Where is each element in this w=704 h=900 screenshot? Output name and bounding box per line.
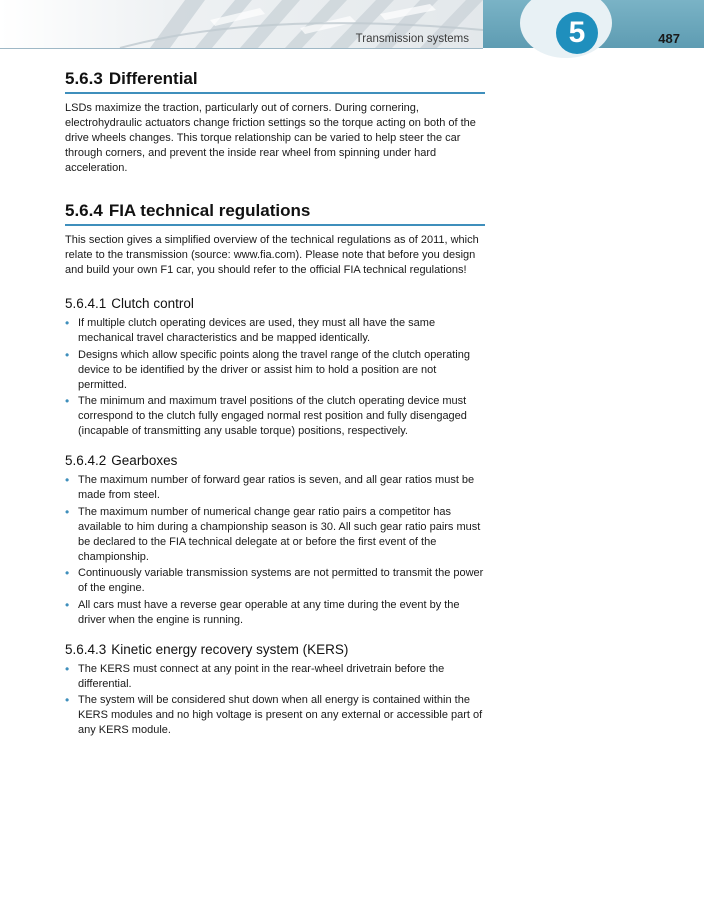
- list-item-text: The maximum number of numerical change gear ratio pairs a competitor has available to him during a championship season is 30. All such gear ratio pairs must be declared to the FIA technical delegate at or before the first event of the championship.: [78, 505, 481, 563]
- page-header: [0, 0, 704, 50]
- subsection-heading: [65, 642, 485, 657]
- subsection-kers: [65, 642, 485, 739]
- subsection-number: 5.6.4.1: [65, 296, 107, 311]
- list-item-text: The minimum and maximum travel positions of the clutch operating device must correspond to the clutch fully engaged normal rest position and fully disengaged (incapable of transmitting any usable torque) positions, respectively.: [78, 395, 467, 437]
- page-content: [65, 66, 485, 740]
- bullet-list: [65, 662, 485, 739]
- header-rule: [0, 48, 483, 49]
- list-item-text: Continuously variable transmission systems are not permitted to transmit the power of the engine.: [78, 567, 484, 594]
- bullet-icon: •: [65, 347, 70, 362]
- list-item: [65, 394, 485, 439]
- subsection-title: Clutch control: [111, 296, 194, 311]
- list-item-text: Designs which allow specific points along the travel range of the clutch operating device to be identified by the driver or assist him to hold a position are not permitted.: [78, 348, 470, 391]
- list-item: [65, 566, 485, 596]
- list-item: [65, 348, 485, 393]
- section-number: 5.6.4: [65, 201, 103, 220]
- section-paragraph: LSDs maximize the traction, particularly out of corners. During cornering, electrohydraulic actuators change friction settings so the torque acting on both of the drive wheels changes. This torque relationship can be varied to help steer the car through corners, and prevent the inside rear wheel from spinning under hard acceleration.: [65, 102, 476, 174]
- subsection-heading: [65, 296, 485, 311]
- list-item: [65, 662, 485, 692]
- section-heading: [65, 69, 485, 94]
- running-title: Transmission systems: [355, 33, 469, 45]
- list-item: [65, 693, 485, 738]
- page-number: 487: [658, 31, 680, 46]
- section-title: FIA technical regulations: [108, 201, 311, 220]
- list-item-text: The KERS must connect at any point in the rear-wheel drivetrain before the differential.: [78, 662, 445, 690]
- bullet-icon: •: [65, 661, 70, 676]
- list-item: [65, 598, 485, 628]
- section-differential: [65, 69, 485, 176]
- section-number: 5.6.3: [65, 69, 103, 88]
- section-title: Differential: [108, 69, 198, 88]
- list-item-text: The maximum number of forward gear ratios is seven, and all gear ratios must be made from steel.: [78, 474, 475, 501]
- subsection-gearboxes: [65, 453, 485, 628]
- subsection-heading: [65, 453, 485, 468]
- subsection-title: Kinetic energy recovery system (KERS): [111, 641, 349, 657]
- list-item: [65, 505, 485, 565]
- list-item: [65, 316, 485, 346]
- subsection-number: 5.6.4.2: [65, 453, 107, 468]
- bullet-icon: •: [65, 566, 70, 580]
- bullet-icon: •: [65, 473, 70, 487]
- bullet-icon: •: [65, 597, 70, 612]
- subsection-title: Gearboxes: [111, 453, 178, 468]
- section-heading: [65, 201, 485, 226]
- bullet-list: [65, 316, 485, 439]
- chapter-number-badge: 5: [556, 12, 598, 54]
- subsection-clutch-control: [65, 296, 485, 439]
- bullet-list: [65, 473, 485, 628]
- subsection-number: 5.6.4.3: [65, 641, 107, 657]
- list-item: [65, 473, 485, 503]
- bullet-icon: •: [65, 504, 70, 519]
- list-item-text: If multiple clutch operating devices are used, they must all have the same mechanical travel characteristics and be mapped identically.: [78, 317, 436, 344]
- section-paragraph: This section gives a simplified overview of the technical regulations as of 2011, which relate to the transmission (source: www.fia.com). Please note that before you design and build your own F1 car, you should refer to the official FIA technical regulations!: [65, 234, 479, 276]
- bullet-icon: •: [65, 316, 70, 330]
- bullet-icon: •: [65, 394, 70, 408]
- bullet-icon: •: [65, 693, 70, 707]
- list-item-text: The system will be considered shut down when all energy is contained within the KERS modules and no high voltage is present on any external or accessible part of any KERS module.: [78, 694, 483, 736]
- section-fia-regulations: [65, 201, 485, 278]
- list-item-text: All cars must have a reverse gear operable at any time during the event by the driver when the engine is running.: [78, 598, 460, 626]
